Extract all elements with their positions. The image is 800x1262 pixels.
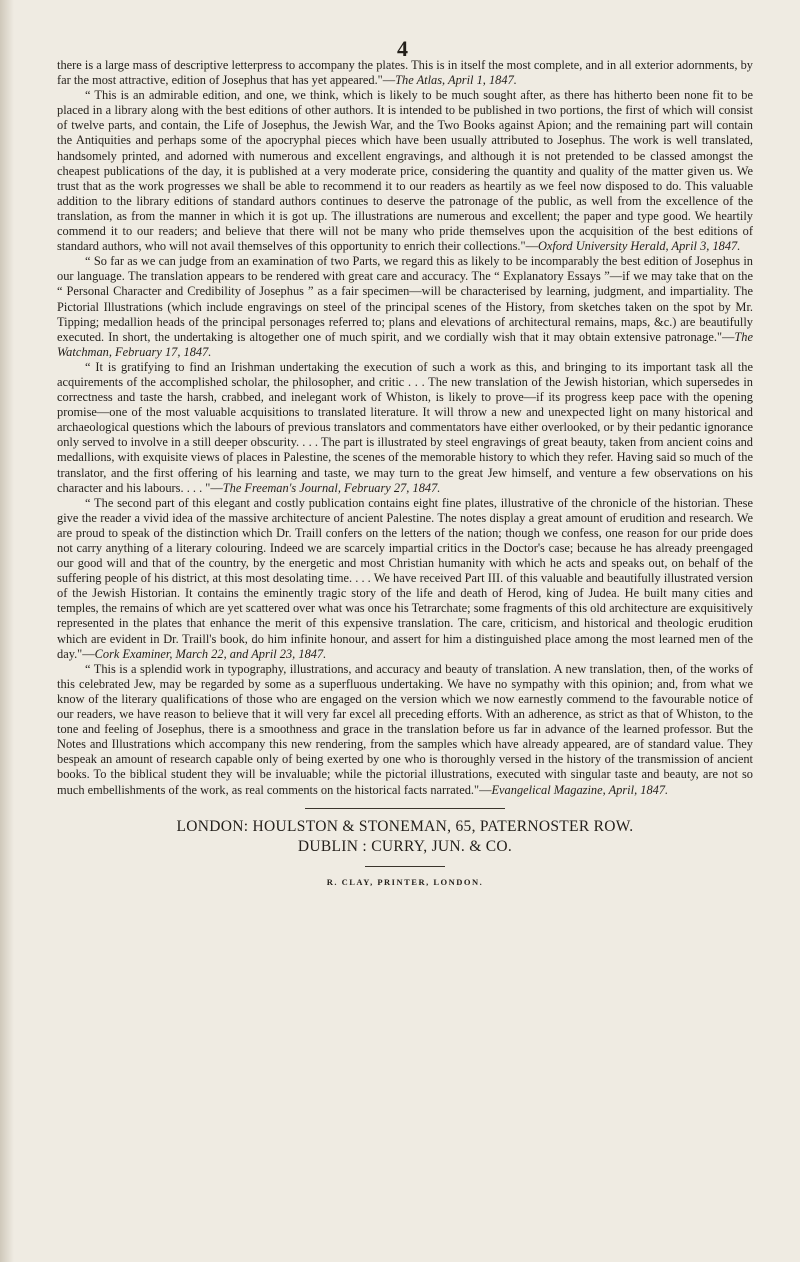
review-text: there is a large mass of descriptive letterpress to accompany the plates. This is in itself the most complete, and in all exterior adornments, by far the most attractive, edition of Josephus that has yet appeared."— [57,58,753,88]
review-source: The Atlas, April 1, 1847. [395,73,517,88]
review-source: Oxford University Herald, April 3, 1847. [537,239,741,254]
imprint-dublin: DUBLIN : CURRY, JUN. & CO. [297,837,513,855]
review-column [57,58,753,890]
divider-rule-short [365,866,445,867]
publisher-imprint [57,817,753,857]
review-text: “ The second part of this elegant and costly publication contains eight fine plates, illustrative of the chronicle of the historian. These give the reader a vivid idea of the massive architecture of ancient Palestine. The notes display a great amount of erudition and research. We are proud to speak of the distinction which Dr. Traill confers on the letters of the nation; though we confess, one reason for our pride does not carry anything of a literary colouring. Indeed we are scarcely impartial critics in the Doctor's case; because he has already preengaged our good will and that of the country, by the energetic and most Christian humanity with which he acts and speaks out, on behalf of the suffering people of his district, at this most desolating time. . . . We have received Part III. of this valuable and beautifully illustrated version of the Jewish Historian. It contains the eminently tragic story of the life and death of Herod, king of Judea. He built many cities and temples, the remains of which are yet scattered over what was once his Tetrarchate; some fragments of this old architecture are exquisitively represented in the plates that enhance the merit of this expensive translation. The care, criticism, and historical and theologic erudition which are evident in Dr. Traill's book, do him infinite honour, and assert for him a distinguished place among the most learned men of the day."— [57,495,753,661]
review-text: “ So far as we can judge from an examination of two Parts, we regard this as likely to be incomparably the best edition of Josephus in our language. The translation appears to be rendered with great care and accuracy. The “ Explanatory Essays ”—if we may take that on the “ Personal Character and Credibility of Josephus ” as a fair specimen—will be characterised by learning, judgment, and impartiality. The Pictorial Illustrations (which include engravings on steel of the principal scenes of the History, from sketches taken on the spot by Mr. Tipping; medallion heads of the principal personages referred to; plans and elevations of architectural remains, maps, &c.) are beautifully executed. In short, the undertaking is altogether one of much spirit, and we cordially wish that it may obtain extensive patronage."— [57,254,753,344]
review-source: Evangelical Magazine, April, 1847. [491,782,669,797]
page-number: 4 [397,36,408,61]
review-paragraph [57,254,753,360]
review-paragraph [57,58,753,88]
review-text: “ This is a splendid work in typography, illustrations, and accuracy and beauty of translation. A new translation, then, of the works of this celebrated Jew, may be regarded by some as a superfluous undertaking. We have no sympathy with this opinion; and, from what we know of the literary qualifications of those who are engaged on the version which we now earnestly commend to the favourable notice of our readers, we have reason to believe that it will very far excel all preceding efforts. With an adherence, as strict as that of Whiston, to the tone and feeling of Josephus, there is a smoothness and grace in the translation before us far in advance of the learned professor. But the Notes and Illustrations which accompany this new rendering, from the samples which have already appeared, are of standard value. They bespeak an amount of research capable only of being exerted by one who is thoroughly versed in the history of the transmission of ancient books. To the biblical student they will be invaluable; while the pictorial illustrations, executed with singular taste and beauty, are not so much embellishments of the work, as real comments on the historical facts narrated."— [57,661,753,797]
page-edge-shadow [0,0,14,1262]
review-text: “ It is gratifying to find an Irishman undertaking the execution of such a work as this, and bringing to its important task all the acquirements of the accomplished scholar, the philosopher, and critic . . . The new translation of the Jewish historian, which supersedes in correctness and taste the harsh, crabbed, and inelegant work of Whiston, is likely to prove—if its progress keep pace with the opening promise—one of the most valuable acquisitions to translated literature. It will throw a new and unexpected light on many historical and archaeological questions which the labours of previous translators and commentators have either overlooked, or by their pedantic ignorance only served to involve in a still deeper obscurity. . . . The part is illustrated by steel engravings of great beauty, taken from ancient coins and medallions, with exquisite views of places in Palestine, the scenes of the memorable history to which they refer. Having said so much of the translator, and the first offering of his learning and taste, we may turn to the great Jew himself, and venture a few observations on his character and his labours. . . . "— [57,359,753,495]
review-paragraph [57,360,753,496]
review-paragraph [57,662,753,798]
divider-rule [305,808,505,809]
review-paragraph [57,496,753,662]
review-source: The Freeman's Journal, February 27, 1847. [222,480,441,495]
review-source: The Watchman, February 17, 1847. [57,329,753,359]
review-text: “ This is an admirable edition, and one, we think, which is likely to be much sought after, as there has hitherto been none fit to be placed in a library along with the best editions of other authors. It is intended to be published in two portions, the first of which will consist of twelve parts, and contain, the Life of Josephus, the Jewish War, and the Two Books against Apion; and the remaining part will contain the Antiquities and perhaps some of the apocryphal pieces which have been usually attributed to Josephus. The work is well translated, handsomely printed, and adorned with numerous and excellent engravings, and although it is not pretended to be classed amongst the cheapest publications of the day, it is published at a very moderate price, considering the quantity and quality of the matter given us. We trust that as the work progresses we shall be able to recommend it to our readers as heartily as we feel now disposed to do. This valuable addition to the library editions of standard authors continues to deserve the patronage of the public, as well from the excellence of the translation, as from the manner in which it is got up. The illustrations are numerous and excellent; the paper and type good. We heartily commend it to our readers; and believe that there will not be many who pride themselves upon the acquisition of the best editions of standard authors, who will not avail themselves of this opportunity to enrich their collections."— [57,88,753,254]
imprint-london: LONDON: HOULSTON & STONEMAN, 65, PATERNOSTER ROW. [176,817,634,835]
review-paragraph [57,88,753,254]
review-source: Cork Examiner, March 22, and April 23, 1847. [94,646,327,661]
printer-line: R. CLAY, PRINTER, LONDON. [326,876,484,887]
